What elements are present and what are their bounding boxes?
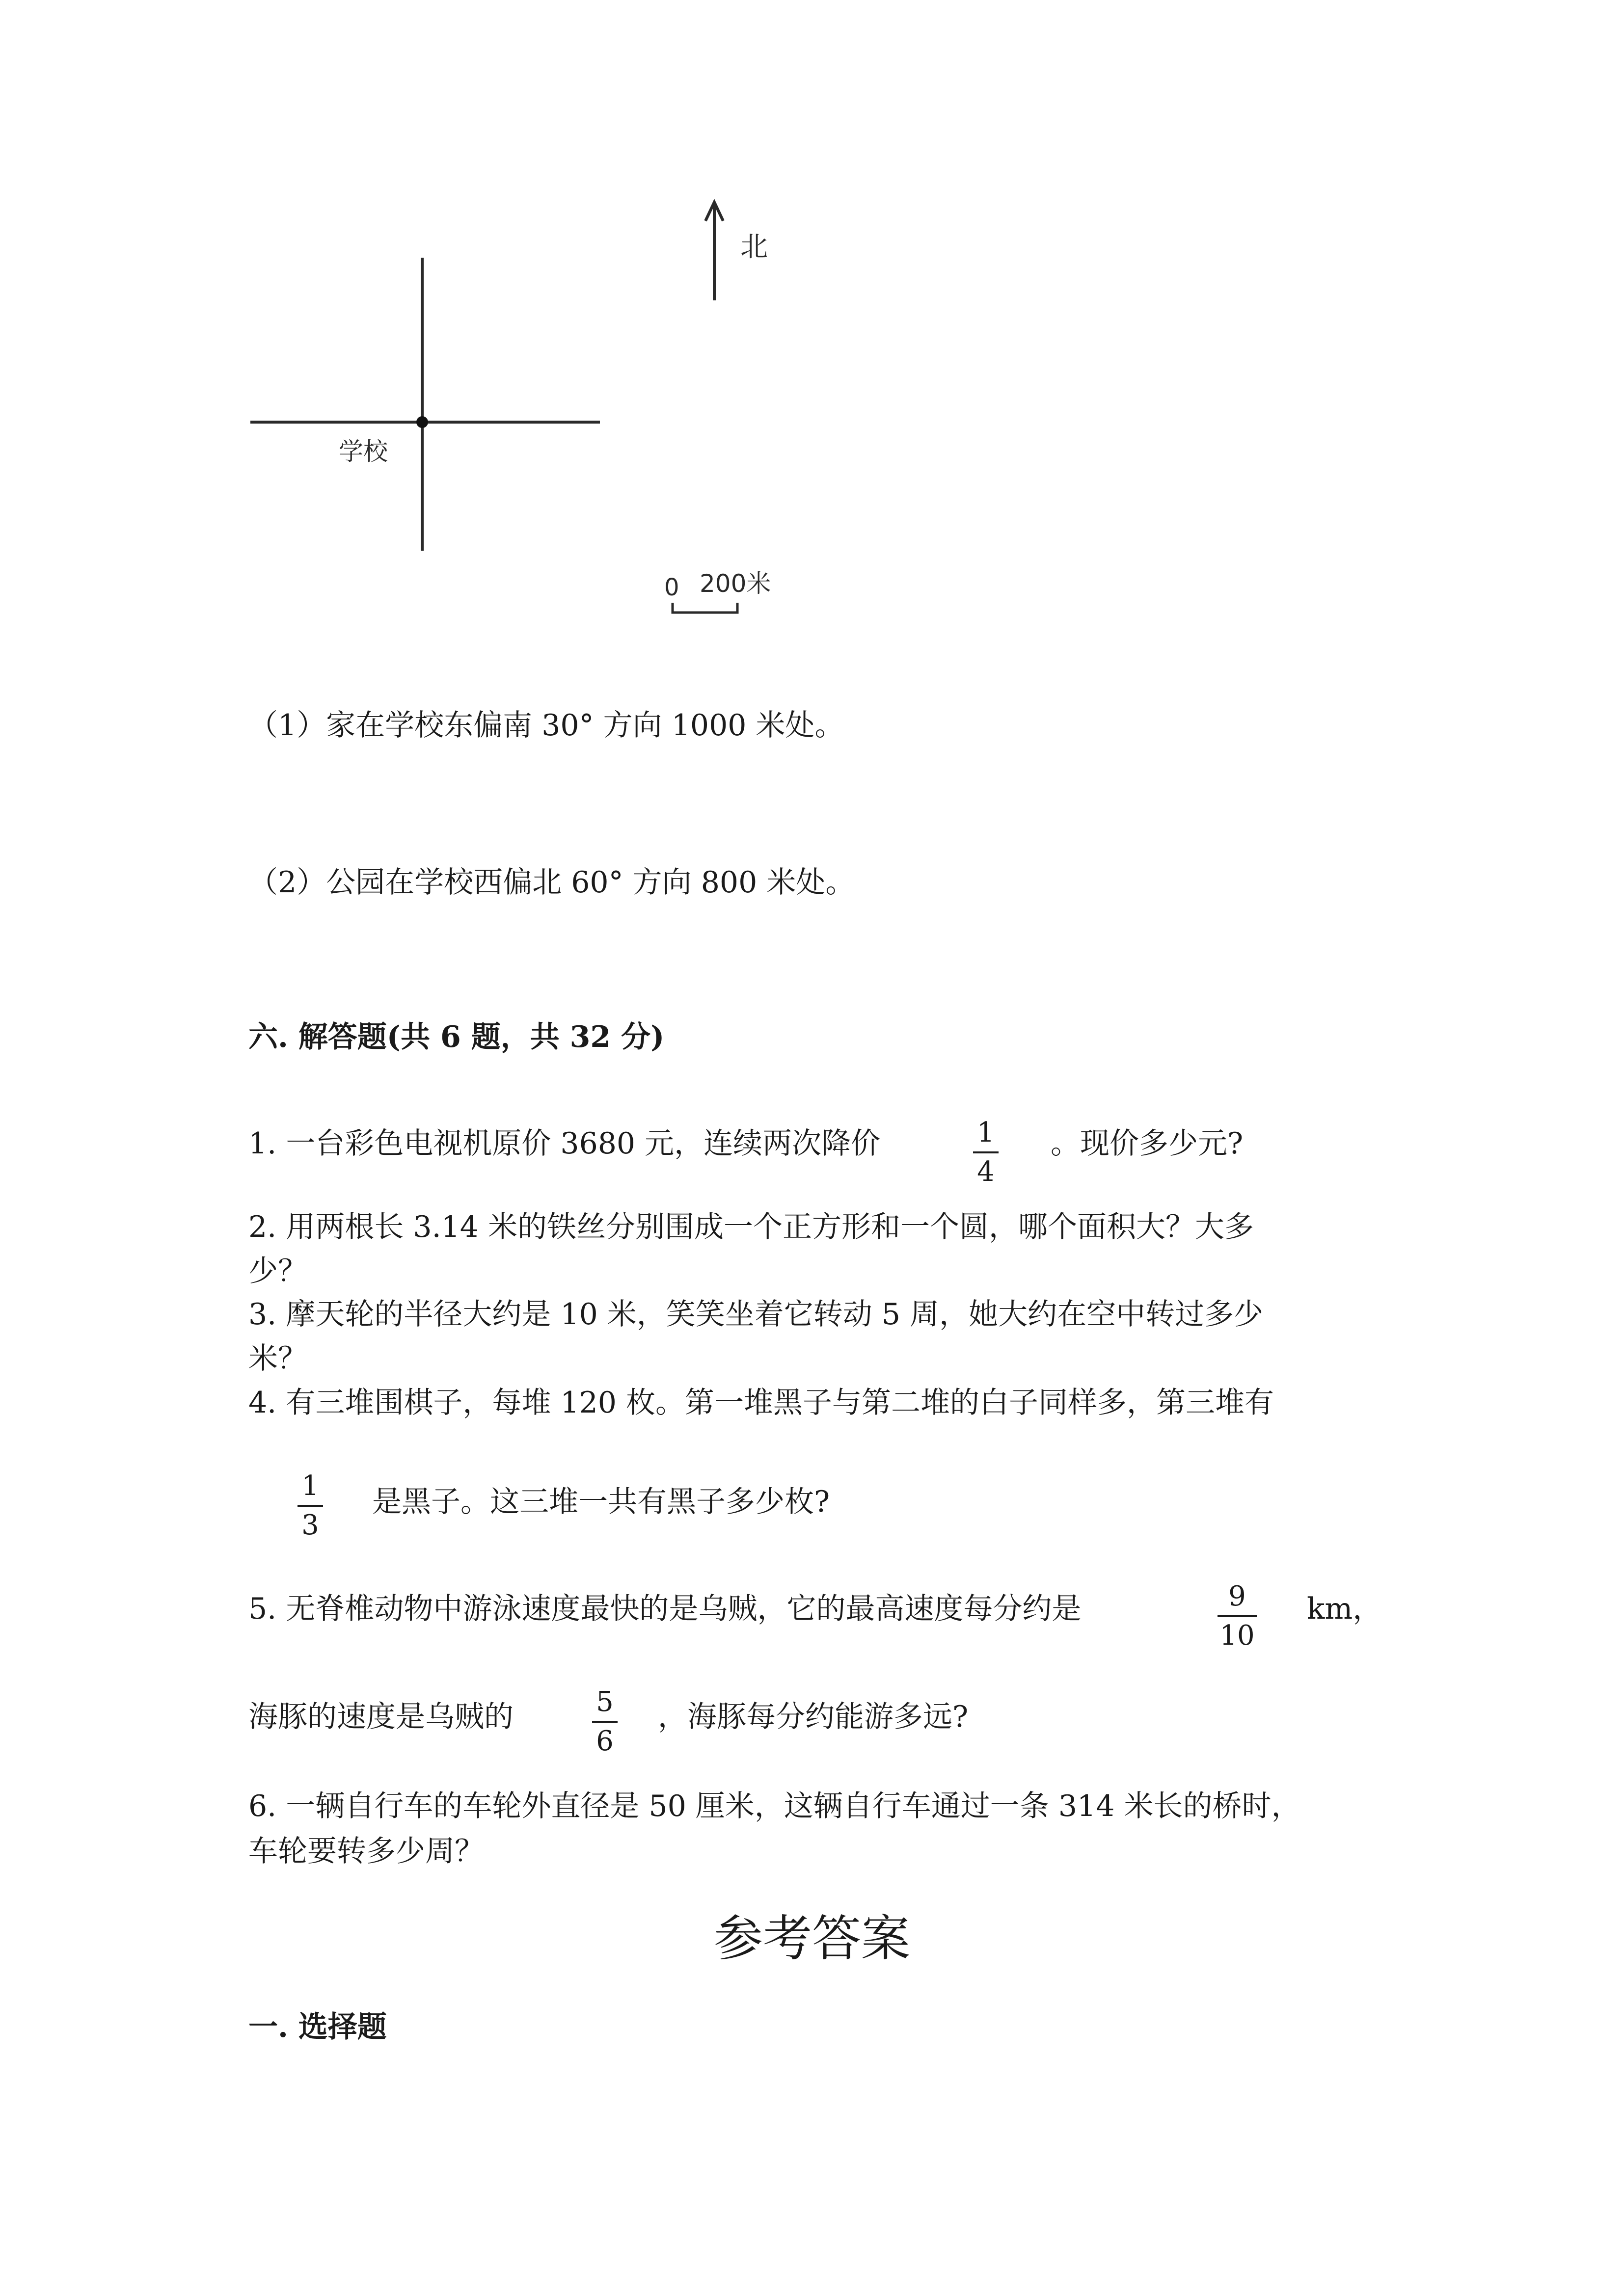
question-6-line-2: 车轮要转多少周？ [248,1834,484,1869]
question-2-line-2: 少？ [248,1254,307,1288]
question-4-line-2: 是黑子。这三堆一共有黑子多少枚? [372,1485,830,1519]
scale-label: 200米 [700,569,771,598]
scale-zero: 0 [664,574,679,601]
answers-title: 参考答案 [714,1910,910,1967]
question-5-fraction-1 [1218,1580,1257,1652]
question-6-line-1: 6. 一辆自行车的车轮外直径是 50 厘米，这辆自行车通过一条 314 米长的桥时， [248,1789,1301,1823]
fraction-denominator: 10 [1219,1620,1255,1652]
map-question-1: （1）家在学校东偏南 30° 方向 1000 米处。 [248,708,844,743]
fraction-denominator: 4 [977,1156,995,1188]
question-4-fraction [298,1472,323,1539]
fraction-numerator: 5 [596,1686,614,1718]
fraction-bar [592,1721,618,1723]
school-label: 学校 [339,437,388,466]
fraction-numerator: 9 [1228,1580,1246,1612]
map-diagram [0,0,1624,638]
question-1-suffix: 。现价多少元? [1051,1126,1244,1161]
question-4-line-1: 4. 有三堆围棋子，每堆 120 枚。第一堆黑子与第二堆的白子同样多，第三堆有 [248,1386,1274,1420]
question-5-line-2: 海豚的速度是乌贼的 [248,1700,514,1734]
fraction-numerator: 1 [977,1117,995,1148]
question-1-fraction [973,1119,999,1186]
fraction-denominator: 3 [301,1509,319,1541]
question-3-line-2: 米？ [248,1341,307,1376]
fraction-numerator: 1 [301,1470,319,1502]
answers-section-1-title: 一. 选择题 [248,2010,387,2044]
north-label: 北 [740,231,768,263]
fraction-bar [298,1505,323,1507]
scale-bar [673,603,737,613]
fraction-bar [1218,1615,1257,1617]
question-5-line-2-suffix: ，海豚每分约能游多远? [658,1700,969,1734]
question-2-line-1: 2. 用两根长 3.14 米的铁丝分别围成一个正方形和一个圆，哪个面积大？大多 [248,1210,1254,1244]
fraction-bar [973,1151,999,1153]
fraction-denominator: 6 [596,1725,614,1757]
section-6-title: 六. 解答题(共 6 题，共 32 分) [248,1020,665,1054]
map-question-2: （2）公园在学校西偏北 60° 方向 800 米处。 [248,865,855,900]
question-5-line-1: 5. 无脊椎动物中游泳速度最快的是乌贼，它的最高速度每分约是 [248,1592,1082,1626]
school-point [416,416,428,428]
question-3-line-1: 3. 摩天轮的半径大约是 10 米，笑笑坐着它转动 5 周，她大约在空中转过多少 [248,1297,1264,1332]
question-1-text: 1. 一台彩色电视机原价 3680 元，连续两次降价 [248,1126,881,1161]
question-5-fraction-2 [592,1688,618,1755]
question-5-unit: km， [1307,1592,1382,1626]
